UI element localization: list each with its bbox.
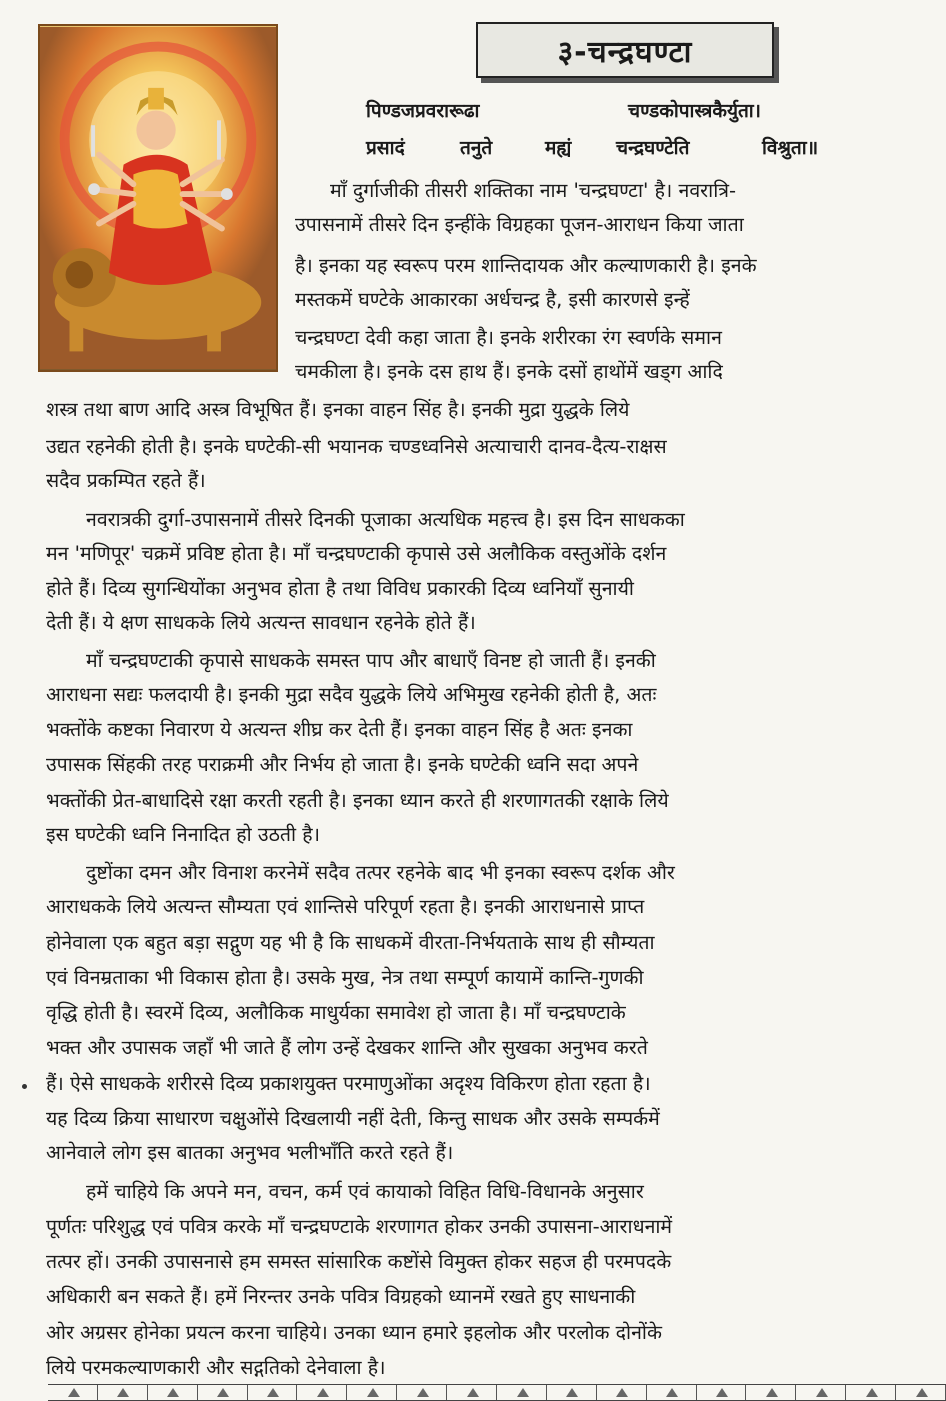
text-line: होते हैं। दिव्य सुगन्धियोंका अनुभव होता है तथा विविध प्रकारकी दिव्य ध्वनियाँ सुनायी	[46, 577, 634, 600]
text-line: होनेवाला एक बहुत बड़ा सद्गुण यह भी है कि साधकमें वीरता-निर्भयताके साथ ही सौम्यता	[46, 931, 655, 954]
text-line: एवं विनम्रताका भी विकास होता है। उसके मुख, नेत्र तथा सम्पूर्ण कायामें कान्ति-गुणकी	[46, 966, 644, 989]
strip-cell	[497, 1385, 547, 1400]
strip-cell	[597, 1385, 647, 1400]
verse-word: तनुते	[460, 137, 493, 159]
text-line: चमकीला है। इनके दस हाथ हैं। इनके दसों हाथोंमें खड्ग आदि	[295, 360, 723, 383]
strip-cell	[347, 1385, 397, 1400]
text-line: ओर अग्रसर होनेका प्रयत्न करना चाहिये। उनका ध्यान हमारे इहलोक और परलोक दोनोंके	[46, 1321, 662, 1344]
text-line: दुष्टोंका दमन और विनाश करनेमें सदैव तत्पर रहनेके बाद भी इनका स्वरूप दर्शक और	[86, 861, 675, 884]
text-line: उपासक सिंहकी तरह पराक्रमी और निर्भय हो जाता है। इनके घण्टेकी ध्वनि सदा अपने	[46, 753, 639, 776]
text-line: तत्पर हों। उनकी उपासनासे हम समस्त सांसारिक कष्टोंसे विमुक्त होकर सहज ही परमपदके	[46, 1250, 672, 1273]
strip-cell	[98, 1385, 148, 1400]
strip-cell	[447, 1385, 497, 1400]
text-line: आराधना सद्यः फलदायी है। इनकी मुद्रा सदैव युद्धके लिये अभिमुख रहनेकी होती है, अतः	[46, 683, 657, 706]
text-line: देती हैं। ये क्षण साधकके लिये अत्यन्त सावधान रहनेके होते हैं।	[46, 611, 476, 634]
decorative-border-strip	[48, 1384, 946, 1401]
strip-cell	[647, 1385, 697, 1400]
strip-cell	[547, 1385, 597, 1400]
text-line: हमें चाहिये कि अपने मन, वचन, कर्म एवं कायाको विहित विधि-विधानके अनुसार	[86, 1180, 644, 1203]
text-line: उपासनामें तीसरे दिन इन्हींके विग्रहका पूजन-आराधन किया जाता	[295, 213, 744, 236]
strip-cell	[896, 1385, 946, 1400]
goddess-picture	[38, 24, 278, 372]
strip-cell	[746, 1385, 796, 1400]
text-line: नवरात्रकी दुर्गा-उपासनामें तीसरे दिनकी पूजाका अत्यधिक महत्त्व है। इस दिन साधकका	[86, 508, 685, 531]
text-line: आनेवाले लोग इस बातका अनुभव भलीभाँति करते रहते हैं।	[46, 1141, 454, 1164]
text-line: उद्यत रहनेकी होती है। इनके घण्टेकी-सी भयानक चण्डध्वनिसे अत्याचारी दानव-दैत्य-राक्षस	[46, 435, 667, 458]
title-box	[476, 22, 774, 78]
strip-cell	[397, 1385, 447, 1400]
text-line: शस्त्र तथा बाण आदि अस्त्र विभूषित हैं। इनका वाहन सिंह है। इनकी मुद्रा युद्धके लिये	[46, 398, 630, 421]
text-line: मस्तकमें घण्टेके आकारका अर्धचन्द्र है, इसी कारणसे इन्हें	[295, 288, 690, 311]
text-line: आराधकके लिये अत्यन्त सौम्यता एवं शान्तिसे परिपूर्ण रहता है। इनकी आराधनासे प्राप्त	[46, 895, 645, 918]
verse-word: चन्द्रघण्टेति	[616, 137, 690, 159]
text-line: यह दिव्य क्रिया साधारण चक्षुओंसे दिखलायी नहीं देती, किन्तु साधक और उसके सम्पर्कमें	[46, 1107, 660, 1130]
margin-dot	[22, 1084, 27, 1089]
strip-cell	[846, 1385, 896, 1400]
strip-cell	[148, 1385, 198, 1400]
strip-cell	[297, 1385, 347, 1400]
text-line: अधिकारी बन सकते हैं। हमें निरन्तर उनके पवित्र विग्रहको ध्यानमें रखते हुए साधनाकी	[46, 1285, 636, 1308]
goddess-illustration	[40, 26, 276, 370]
text-line: चन्द्रघण्टा देवी कहा जाता है। इनके शरीरका रंग स्वर्णके समान	[295, 326, 722, 349]
text-line: माँ चन्द्रघण्टाकी कृपासे साधकके समस्त पाप और बाधाएँ विनष्ट हो जाती हैं। इनकी	[86, 649, 656, 672]
text-line: सदैव प्रकम्पित रहते हैं।	[46, 469, 206, 492]
text-line: भक्त और उपासक जहाँ भी जाते हैं लोग उन्हें देखकर शान्ति और सुखका अनुभव करते	[46, 1036, 648, 1059]
verse-word: विश्रुता॥	[762, 137, 819, 159]
page-title: ३-चन्द्रघण्टा	[557, 34, 693, 70]
verse-word: मह्यं	[545, 137, 572, 159]
strip-cell	[248, 1385, 298, 1400]
strip-cell	[48, 1385, 98, 1400]
text-line: इस घण्टेकी ध्वनि निनादित हो उठती है।	[46, 823, 321, 846]
strip-cell	[796, 1385, 846, 1400]
strip-cell	[697, 1385, 747, 1400]
text-line: लिये परमकल्याणकारी और सद्गतिको देनेवाला है।	[46, 1356, 386, 1379]
verse-line1-right: चण्डकोपास्त्रकैर्युता।	[628, 100, 761, 122]
text-line: हैं। ऐसे साधकके शरीरसे दिव्य प्रकाशयुक्त परमाणुओंका अदृश्य विकिरण होता रहता है।	[46, 1072, 651, 1095]
verse-word: प्रसादं	[366, 137, 405, 159]
text-line: वृद्धि होती है। स्वरमें दिव्य, अलौकिक माधुर्यका समावेश हो जाता है। माँ चन्द्रघण्टाके	[46, 1001, 626, 1024]
text-line: भक्तोंकी प्रेत-बाधादिसे रक्षा करती रहती है। इनका ध्यान करते ही शरणागतकी रक्षाके लिये	[46, 789, 669, 812]
text-line: भक्तोंके कष्टका निवारण ये अत्यन्त शीघ्र कर देती हैं। इनका वाहन सिंह है अतः इनका	[46, 718, 633, 741]
verse-line1-left: पिण्डजप्रवरारूढा	[366, 100, 480, 122]
text-line: माँ दुर्गाजीकी तीसरी शक्तिका नाम 'चन्द्रघण्टा' है। नवरात्रि-	[330, 179, 737, 202]
text-line: है। इनका यह स्वरूप परम शान्तिदायक और कल्याणकारी है। इनके	[295, 254, 757, 277]
strip-cell	[198, 1385, 248, 1400]
text-line: मन 'मणिपूर' चक्रमें प्रविष्ट होता है। माँ चन्द्रघण्टाकी कृपासे उसे अलौकिक वस्तुओंके दर्शन	[46, 542, 667, 565]
text-line: पूर्णतः परिशुद्ध एवं पवित्र करके माँ चन्द्रघण्टाके शरणागत होकर उनकी उपासना-आराधनामें	[46, 1215, 673, 1238]
